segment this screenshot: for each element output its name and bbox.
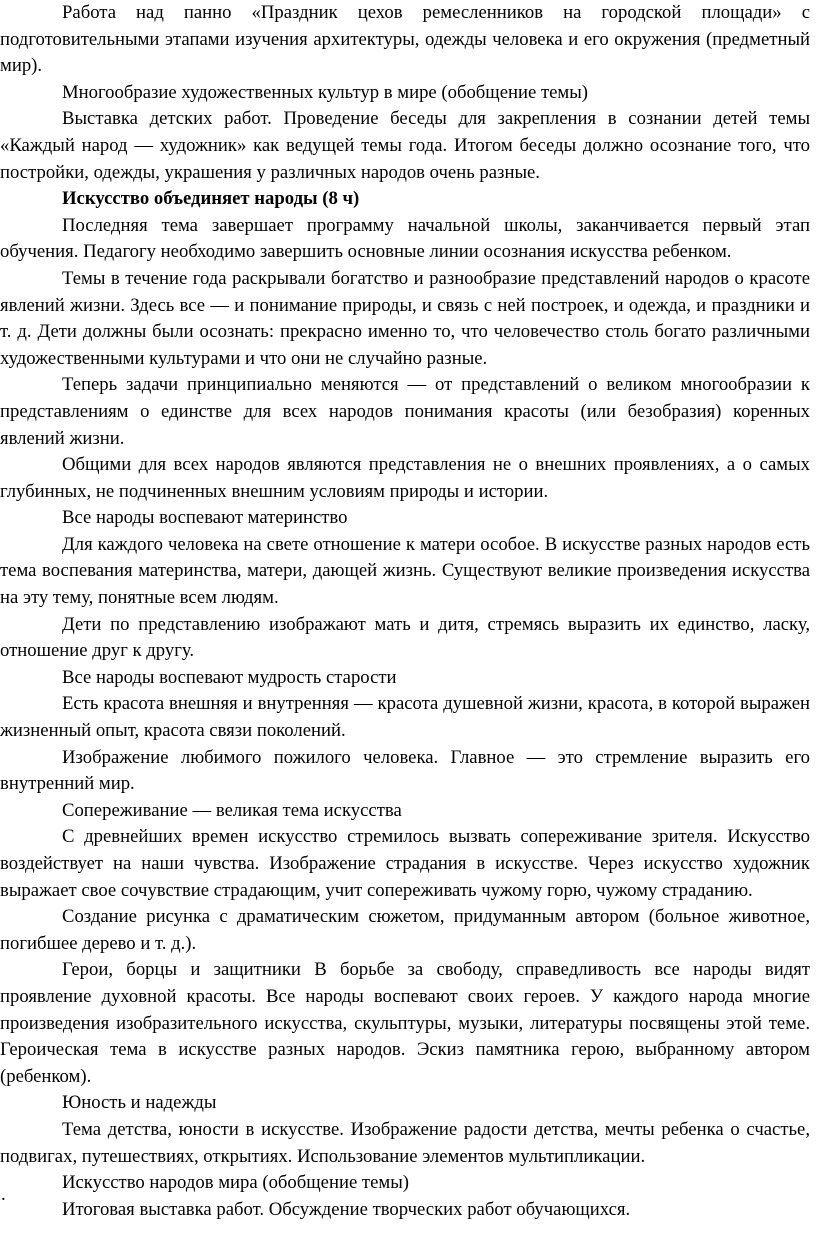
paragraph: Многообразие художественных культур в мире (обобщение темы) (62, 81, 589, 103)
footer-mark: . (1, 1184, 6, 1205)
paragraph: Работа над панно «Праздник цехов ремесленников на городской площади» с подготовительными этапами изучения архитектуры, одежды человека и его окружения (предметный мир). (0, 2, 810, 77)
paragraph: Выставка детских работ. Проведение беседы для закрепления в сознании детей темы «Каждый народ — художник» как ведущей темы года. Итогом беседы должно осознание того, что постройки, одежды, украшения у различных народов очень разные. (0, 108, 810, 183)
paragraph: Итоговая выставка работ. Обсуждение творческих работ обучающихся. (62, 1198, 631, 1220)
topic-title: Искусство народов мира (обобщение темы) (62, 1172, 409, 1194)
topic-title: Сопереживание — великая тема искусства (62, 799, 402, 821)
paragraph: С древнейших времен искусство стремилось вызвать сопереживание зрителя. Искусство воздействует на наши чувства. Изображение страдания в искусстве. Через искусство художник выражает свое сочувствие страдающим, учит сопереживать чужому горю, чужому страданию. (0, 826, 810, 901)
paragraph: Изображение любимого пожилого человека. Главное — это стремление выразить его внутренний мир. (0, 746, 810, 795)
topic-title: Юность и надежды (62, 1092, 217, 1114)
paragraph: Темы в течение года раскрывали богатство и разнообразие представлений народов о красоте явлений жизни. Здесь все — и понимание природы, и связь с ней построек, и одежда, и праздники и т. д. Дети должны были осознать: прекрасно именно то, что человечество столь богато различными художественными культурами и что они не случайно разные. (0, 267, 810, 369)
paragraph: Для каждого человека на свете отношение к матери особое. В искусстве разных народов есть тема воспевания материнства, матери, дающей жизнь. Существуют великие произведения искусства на эту тему, понятные всем людям. (0, 533, 810, 609)
paragraph: Дети по представлению изображают мать и дитя, стремясь выразить их единство, ласку, отношение друг к другу. (0, 613, 810, 662)
paragraph: Создание рисунка с драматическим сюжетом, придуманным автором (больное животное, погибшее дерево и т. д.). (0, 906, 810, 954)
paragraph: Тема детства, юности в искусстве. Изображение радости детства, мечты ребенка о счастье, подвигах, путешествиях, открытиях. Использование элементов мультипликации. (0, 1118, 810, 1167)
paragraph: Теперь задачи принципиально меняются — от представлений о великом многообразии к представлениям о единстве для всех народов понимания красоты (или безобразия) коренных явлений жизни. (0, 374, 810, 449)
paragraph: Общими для всех народов являются представления не о внешних проявлениях, а о самых глубинных, не подчиненных внешним условиям природы и истории. (0, 454, 810, 502)
paragraph: Есть красота внешняя и внутренняя — красота душевной жизни, красота, в которой выражен жизненный опыт, красота связи поколений. (0, 693, 810, 742)
paragraph: Герои, борцы и защитники В борьбе за свободу, справедливость все народы видят проявление духовной красоты. Все народы воспевают своих героев. У каждого народа многие произведения изобразительного искусства, скульптуры, музыки, литературы посвящены этой теме. Героическая тема в искусстве разных народов. Эскиз памятника герою, выбранному автором (ребенком). (0, 959, 810, 1087)
topic-title: Все народы воспевают материнство (62, 507, 348, 529)
topic-title: Все народы воспевают мудрость старости (62, 666, 397, 688)
paragraph: Последняя тема завершает программу начальной школы, заканчивается первый этап обучения. Педагогу необходимо завершить основные линии осознания искусства ребенком. (0, 214, 810, 263)
section-heading: Искусство объединяет народы (8 ч) (62, 188, 360, 210)
